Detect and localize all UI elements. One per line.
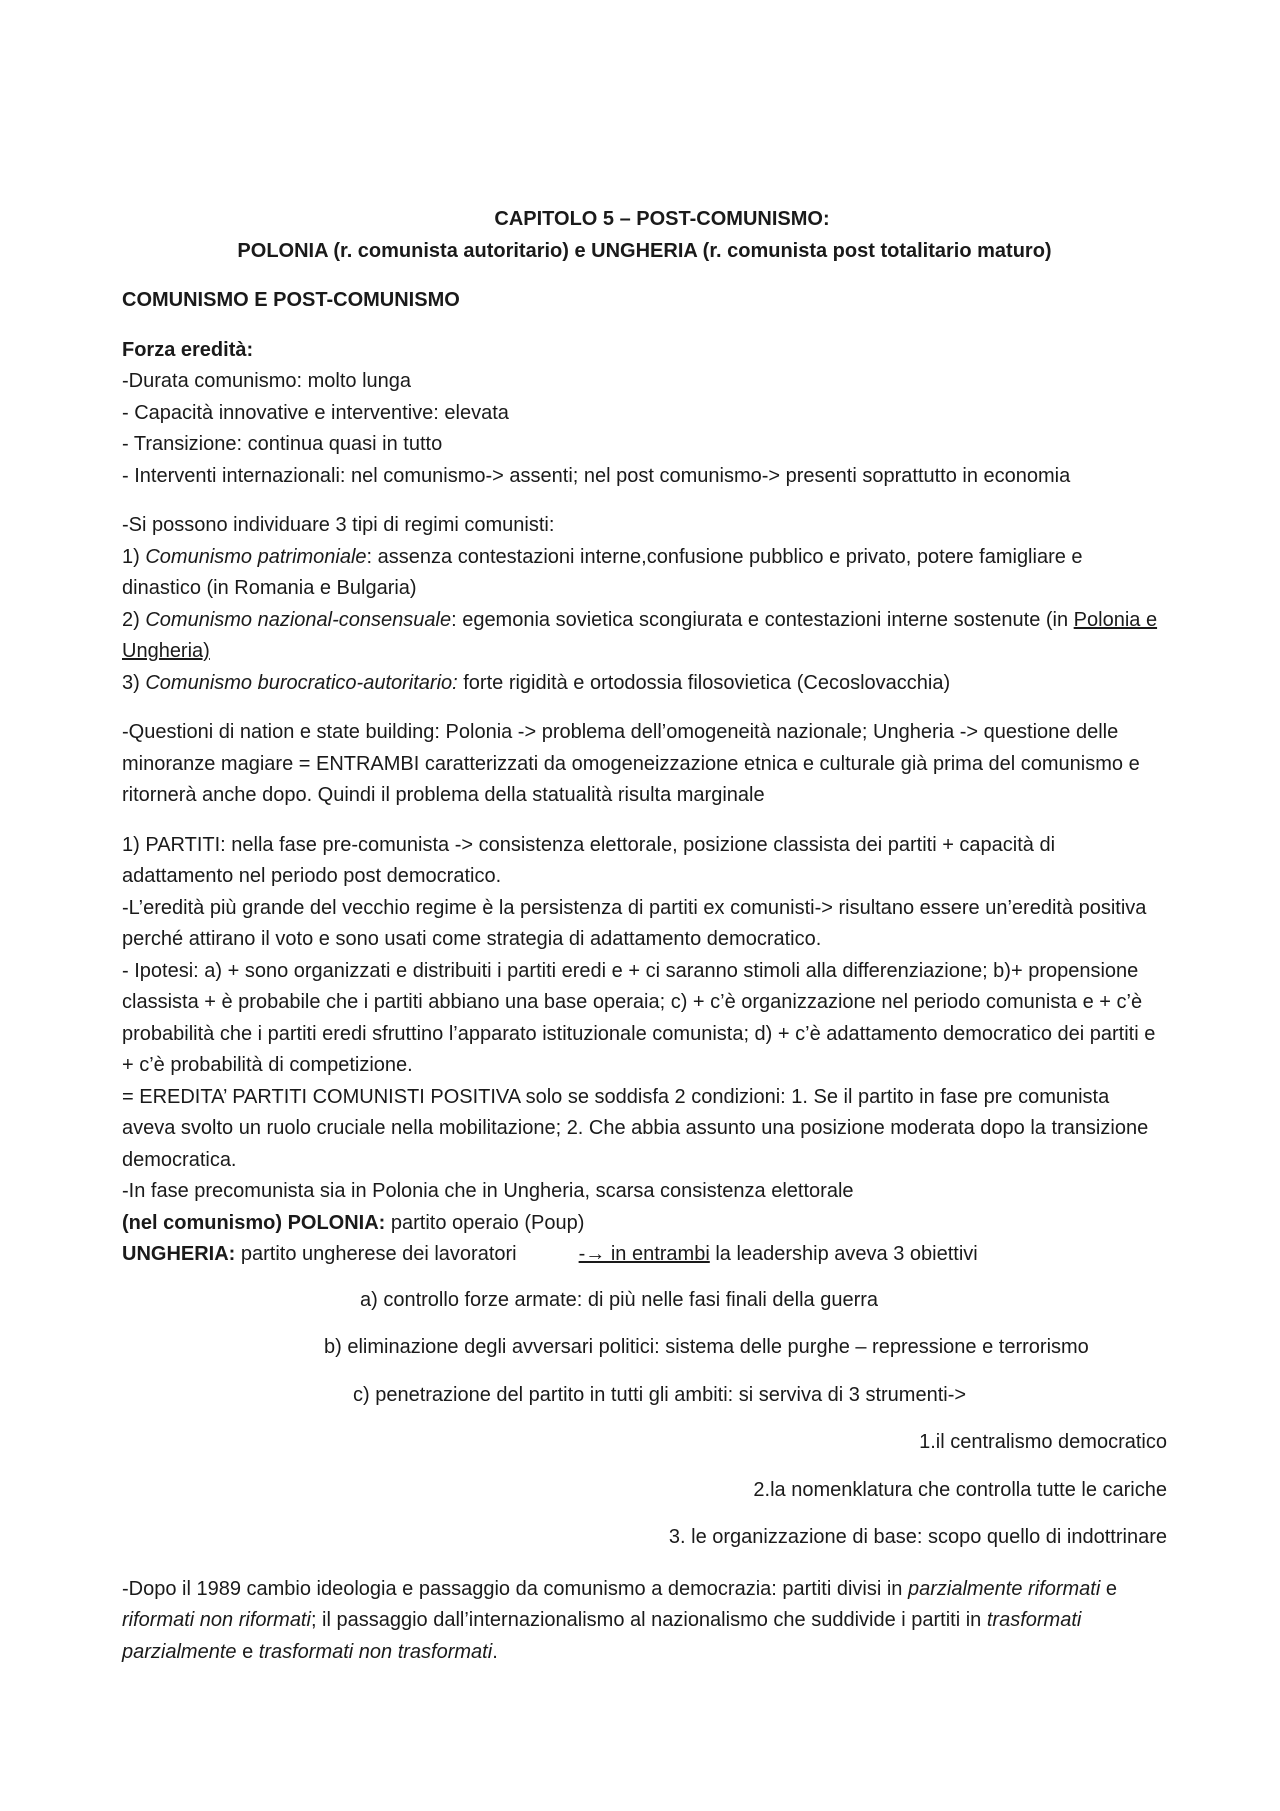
polonia-text: partito operaio (Poup) — [385, 1211, 585, 1234]
ungheria-label: UNGHERIA: — [122, 1243, 236, 1265]
eredita-heading: Forza eredità: — [122, 338, 254, 361]
tipi-block — [122, 510, 1167, 699]
tipo-3 — [122, 668, 1167, 700]
title-line-1: CAPITOLO 5 – POST-COMUNISMO: — [494, 208, 830, 230]
tipi-intro: -Si possono individuare 3 tipi di regimi comunisti: — [122, 514, 555, 536]
objective-b: b) eliminazione degli avversari politici: sistema delle purghe – repressione e terrorismo — [324, 1336, 1089, 1358]
document-page — [122, 204, 1167, 1668]
dopo-italic: parzialmente riformati — [907, 1577, 1101, 1600]
partiti-block — [122, 830, 1167, 1554]
partiti-p1: 1) PARTITI: nella fase pre-comunista -> consistenza elettorale, posizione classista dei partiti + capacità di adattamento nel periodo post democratico. — [122, 833, 1056, 887]
arrow-underlined: -→ in entrambi — [578, 1243, 710, 1265]
dopo-italic: trasformati non trasformati — [258, 1640, 493, 1663]
arrow-rest: la leadership aveva 3 obiettivi — [709, 1243, 978, 1265]
ungheria-text: partito ungherese dei lavoratori — [235, 1243, 517, 1265]
tipo-name: Comunismo nazional-consensuale — [145, 608, 452, 631]
objective-a: a) controllo forze armate: di più nelle fasi finali della guerra — [360, 1288, 879, 1311]
tipo-name: Comunismo patrimoniale — [145, 545, 367, 568]
eredita-item: - Transizione: continua quasi in tutto — [122, 433, 443, 455]
tipo-1 — [122, 542, 1167, 605]
dopo-paragraph — [122, 1574, 1167, 1669]
nation-paragraph: -Questioni di nation e state building: Polonia -> problema dell’omogeneità nazionale; Ungheria -> questione delle minoranze magiare = ENTRAMBI caratterizzati da omogeneizzazione etnica e culturale già prima del comunismo e ritornerà anche dopo. Quindi il problema della statualità risulta marginale — [122, 721, 1140, 806]
ungheria-line — [122, 1239, 1167, 1271]
tool-2: 2.la nomenklatura che controlla tutte le cariche — [753, 1478, 1167, 1501]
tipo-text: forte rigidità e ortodossia filosovietica (Cecoslovacchia) — [457, 671, 951, 694]
polonia-line — [122, 1208, 1167, 1240]
tipo-text: : assenza contestazioni interne,confusione pubblico e privato, potere famigliare e dinastico (in Romania e Bulgaria) — [122, 545, 1083, 599]
tipo-underlined: Polonia e Ungheria) — [122, 608, 1158, 662]
chapter-title — [122, 204, 1167, 267]
eredita-item: - Interventi internazionali: nel comunismo-> assenti; nel post comunismo-> presenti soprattutto in economia — [122, 464, 1071, 487]
section-heading: COMUNISMO E POST-COMUNISMO — [122, 289, 460, 311]
title-line-2: POLONIA (r. comunista autoritario) e UNGHERIA (r. comunista post totalitario maturo) — [237, 239, 1052, 262]
dopo-italic: trasformati parzialmente — [122, 1609, 1082, 1663]
partiti-p4: = EREDITA’ PARTITI COMUNISTI POSITIVA solo se soddisfa 2 condizioni: 1. Se il partito in fase pre comunista aveva svolto un ruolo cruciale nella mobilitazione; 2. Che abbia assunto una posizione moderata dopo la transizione democratica. — [122, 1085, 1149, 1171]
eredita-item: - Capacità innovative e interventive: elevata — [122, 401, 509, 424]
tool-1: 1.il centralismo democratico — [919, 1431, 1167, 1453]
dopo-text: e — [236, 1640, 259, 1663]
objective-c: c) penetrazione del partito in tutti gli ambiti: si serviva di 3 strumenti-> — [353, 1383, 967, 1406]
eredita-block — [122, 335, 1167, 493]
tipo-number: 2) — [122, 608, 146, 631]
partiti-p2: -L’eredità più grande del vecchio regime è la persistenza di partiti ex comunisti-> risultano essere un’eredità positiva perché attirano il voto e sono usati come strategia di adattamento democratico. — [122, 896, 1147, 950]
partiti-p3: - Ipotesi: a) + sono organizzati e distribuiti i partiti eredi e + ci saranno stimoli alla differenziazione; b)+ propensione classista + è probabile che i partiti abbiano una base operaia; c) + c’è organizzazione nel periodo comunista e + c’è probabilità che i partiti eredi sfruttino l’apparato istituzionale comunista; d) + c’è adattamento democratico dei partiti e + c’è probabilità di competizione. — [122, 959, 1156, 1076]
dopo-text: . — [492, 1640, 498, 1663]
tipo-number: 3) — [122, 671, 146, 694]
dopo-text: ; il passaggio dall’internazionalismo al nazionalismo che suddivide i partiti in — [310, 1609, 987, 1631]
eredita-item: -Durata comunismo: molto lunga — [122, 370, 412, 392]
tipo-text: : egemonia sovietica scongiurata e contestazioni interne sostenute (in — [451, 608, 1074, 631]
tipo-name: Comunismo burocratico-autoritario: — [145, 671, 458, 694]
tipo-number: 1) — [122, 545, 146, 568]
tipo-2 — [122, 605, 1167, 668]
dopo-text: -Dopo il 1989 cambio ideologia e passaggio da comunismo a democrazia: partiti divisi in — [122, 1577, 908, 1600]
dopo-italic: riformati non riformati — [122, 1609, 311, 1631]
dopo-text: e — [1100, 1577, 1117, 1600]
polonia-label: (nel comunismo) POLONIA: — [122, 1211, 386, 1234]
partiti-p5: -In fase precomunista sia in Polonia che in Ungheria, scarsa consistenza elettorale — [122, 1180, 854, 1202]
tool-3: 3. le organizzazione di base: scopo quello di indottrinare — [668, 1526, 1167, 1548]
